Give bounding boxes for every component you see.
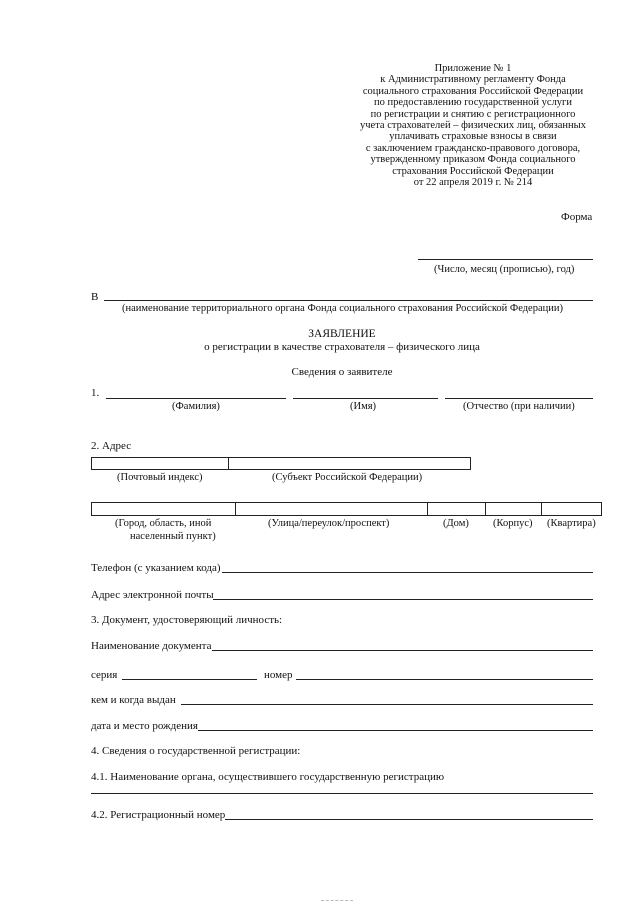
appendix-line: утвержденному приказом Фонда социального [370, 154, 576, 166]
organ-name-line[interactable] [104, 300, 593, 301]
postal-index-caption: (Почтовый индекс) [117, 472, 203, 483]
date-line[interactable] [418, 259, 593, 260]
apartment-caption: (Квартира) [547, 518, 596, 529]
organ-line[interactable] [91, 793, 593, 794]
city-caption-line-2: населенный пункт) [130, 531, 216, 542]
appendix-line: по регистрации и снятию с регистрационного [370, 108, 576, 120]
phone-line[interactable] [222, 572, 593, 573]
reg-number-line[interactable] [225, 819, 593, 820]
section-heading: Сведения о заявителе [291, 366, 393, 378]
building-field[interactable] [486, 503, 541, 515]
city-field[interactable] [92, 503, 235, 515]
appendix-note [358, 63, 588, 188]
number-line[interactable] [296, 679, 593, 680]
apartment-field[interactable] [542, 503, 601, 515]
doc-name-line[interactable] [212, 650, 593, 651]
date-caption: (Число, месяц (прописью), год) [434, 264, 575, 275]
appendix-line: страхования Российской Федерации [392, 165, 554, 177]
appendix-line: Приложение № 1 [434, 63, 512, 74]
organ-caption: (наименование территориального органа Фонда социального страхования Российской Федерации) [122, 303, 563, 314]
first-name-caption: (Имя) [350, 401, 377, 412]
house-field[interactable] [428, 503, 485, 515]
name-number: 1. [91, 387, 100, 399]
organ-label: 4.1. Наименование органа, осуществившего государственную регистрацию [91, 771, 445, 783]
reg-number-label: 4.2. Регистрационный номер [91, 809, 226, 821]
registration-heading: 4. Сведения о государственной регистрации: [91, 745, 301, 757]
phone-label: Телефон (с указанием кода) [91, 562, 221, 574]
region-caption: (Субъект Российской Федерации) [272, 472, 423, 483]
surname-line[interactable] [106, 398, 286, 399]
email-label: Адрес электронной почты [91, 589, 214, 601]
postal-index-field[interactable] [91, 457, 229, 470]
street-field[interactable] [236, 503, 427, 515]
surname-caption: (Фамилия) [172, 401, 220, 412]
scan-mark [321, 900, 353, 901]
city-caption: (Город, область, иной [115, 518, 212, 529]
address-heading: 2. Адрес [91, 440, 132, 452]
appendix-line: по предоставлению государственной услуги [374, 97, 572, 109]
appendix-line: от 22 апреля 2019 г. № 214 [413, 177, 533, 189]
doc-name-label: Наименование документа [91, 640, 212, 652]
birth-label: дата и место рождения [91, 720, 198, 732]
issued-label: кем и когда выдан [91, 694, 176, 706]
form-label: Форма [561, 211, 593, 223]
appendix-line: социального страхования Российской Федерации [362, 85, 584, 97]
patronymic-line[interactable] [445, 398, 593, 399]
building-caption: (Корпус) [493, 518, 533, 529]
appendix-line: с заключением гражданско-правового договора, [365, 142, 581, 154]
number-label: номер [264, 669, 293, 681]
series-line[interactable] [122, 679, 257, 680]
identity-heading: 3. Документ, удостоверяющий личность: [91, 614, 283, 626]
document-title: ЗАЯВЛЕНИЕ [308, 328, 376, 340]
first-name-line[interactable] [293, 398, 438, 399]
appendix-line: уплачивать страховые взносы в связи [389, 131, 557, 143]
document-subtitle: о регистрации в качестве страхователя – физического лица [204, 341, 480, 353]
street-caption: (Улица/переулок/проспект) [268, 518, 390, 529]
birth-line[interactable] [198, 730, 593, 731]
region-field[interactable] [228, 457, 471, 470]
appendix-line: к Административному регламенту Фонда [380, 74, 566, 86]
issued-line[interactable] [181, 704, 593, 705]
series-label: серия [91, 669, 118, 681]
house-caption: (Дом) [443, 518, 469, 529]
appendix-line: учета страхователей – физических лиц, обязанных [360, 120, 586, 132]
patronymic-caption: (Отчество (при наличии) [463, 401, 575, 412]
to-prefix: В [91, 291, 99, 303]
email-line[interactable] [213, 599, 593, 600]
